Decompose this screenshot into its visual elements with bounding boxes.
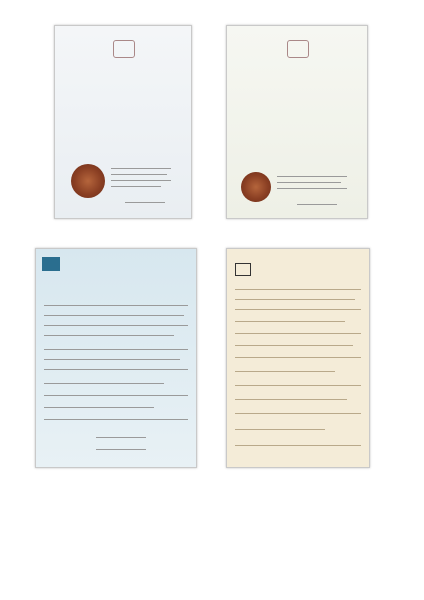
eac-mark-icon bbox=[235, 263, 251, 276]
seal-icon bbox=[71, 164, 105, 198]
trademark-certificate-image bbox=[226, 25, 368, 219]
seal-icon bbox=[241, 172, 271, 202]
conformity-certificate-image bbox=[35, 248, 197, 468]
cert-logo-icon bbox=[42, 257, 60, 271]
customs-union-certificate-image bbox=[226, 248, 370, 468]
emblem-icon bbox=[113, 40, 135, 58]
patent-document-image bbox=[54, 25, 192, 219]
emblem-icon bbox=[287, 40, 309, 58]
